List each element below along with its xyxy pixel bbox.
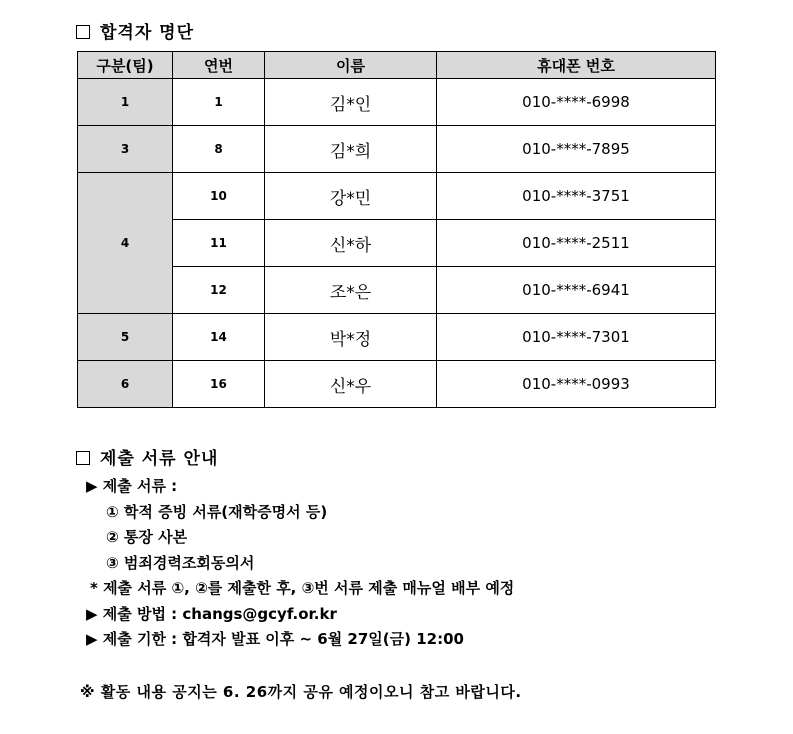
column-header: 이름 (265, 52, 437, 79)
submission-method: ▶ 제출 방법 : changs@gcyf.or.kr (86, 604, 337, 623)
table-row (78, 267, 716, 314)
table-row (78, 79, 716, 126)
table-row (78, 314, 716, 361)
team-cell: 3 (78, 126, 173, 173)
submission-deadline: ▶ 제출 기한 : 합격자 발표 이후 ~ 6월 27일(금) 12:00 (86, 630, 464, 648)
team-cell: 6 (78, 361, 173, 408)
number-cell: 8 (173, 126, 265, 173)
column-header: 연번 (173, 52, 265, 79)
name-cell: 조*은 (265, 267, 437, 314)
table-row (78, 126, 716, 173)
documents-items-label: ▶ 제출 서류 : (86, 477, 178, 495)
name-cell: 강*민 (265, 173, 437, 220)
name-cell: 김*인 (265, 79, 437, 126)
documents-heading (76, 444, 514, 474)
table-row (78, 361, 716, 408)
name-cell: 신*우 (265, 361, 437, 408)
name-cell: 김*희 (265, 126, 437, 173)
team-cell: 4 (78, 173, 173, 314)
phone-cell: 010-****-6941 (437, 267, 716, 314)
column-header: 휴대폰 번호 (437, 52, 716, 79)
phone-cell: 010-****-0993 (437, 361, 716, 408)
name-cell: 신*하 (265, 220, 437, 267)
number-cell: 14 (173, 314, 265, 361)
document-item: ② 통장 사본 (106, 528, 188, 546)
document-item: ① 학적 증빙 서류(재학증명서 등) (106, 502, 328, 521)
table-row (78, 173, 716, 220)
team-cell: 1 (78, 79, 173, 126)
table-header-row (78, 52, 716, 79)
number-cell: 12 (173, 267, 265, 314)
roster-title: 합격자 명단 (100, 23, 195, 43)
checkbox-square-icon (76, 451, 90, 465)
phone-cell: 010-****-7301 (437, 314, 716, 361)
number-cell: 10 (173, 173, 265, 220)
number-cell: 16 (173, 361, 265, 408)
phone-cell: 010-****-2511 (437, 220, 716, 267)
phone-cell: 010-****-6998 (437, 79, 716, 126)
notice-text: ※ 활동 내용 공지는 6. 26까지 공유 예정이오니 참고 바랍니다. (80, 683, 522, 701)
documents-note: * 제출 서류 ①, ②를 제출한 후, ③번 서류 제출 매뉴얼 배부 예정 (90, 579, 515, 597)
team-cell: 5 (78, 314, 173, 361)
table-row (78, 220, 716, 267)
number-cell: 11 (173, 220, 265, 267)
documents-title: 제출 서류 안내 (100, 449, 219, 469)
checkbox-square-icon (76, 25, 90, 39)
name-cell: 박*정 (265, 314, 437, 361)
roster-heading (76, 18, 194, 43)
column-header: 구분(팀) (78, 52, 173, 79)
phone-cell: 010-****-7895 (437, 126, 716, 173)
number-cell: 1 (173, 79, 265, 126)
phone-cell: 010-****-3751 (437, 173, 716, 220)
documents-section (76, 444, 514, 653)
roster-table (77, 51, 716, 408)
document-item: ③ 범죄경력조회동의서 (106, 553, 255, 572)
